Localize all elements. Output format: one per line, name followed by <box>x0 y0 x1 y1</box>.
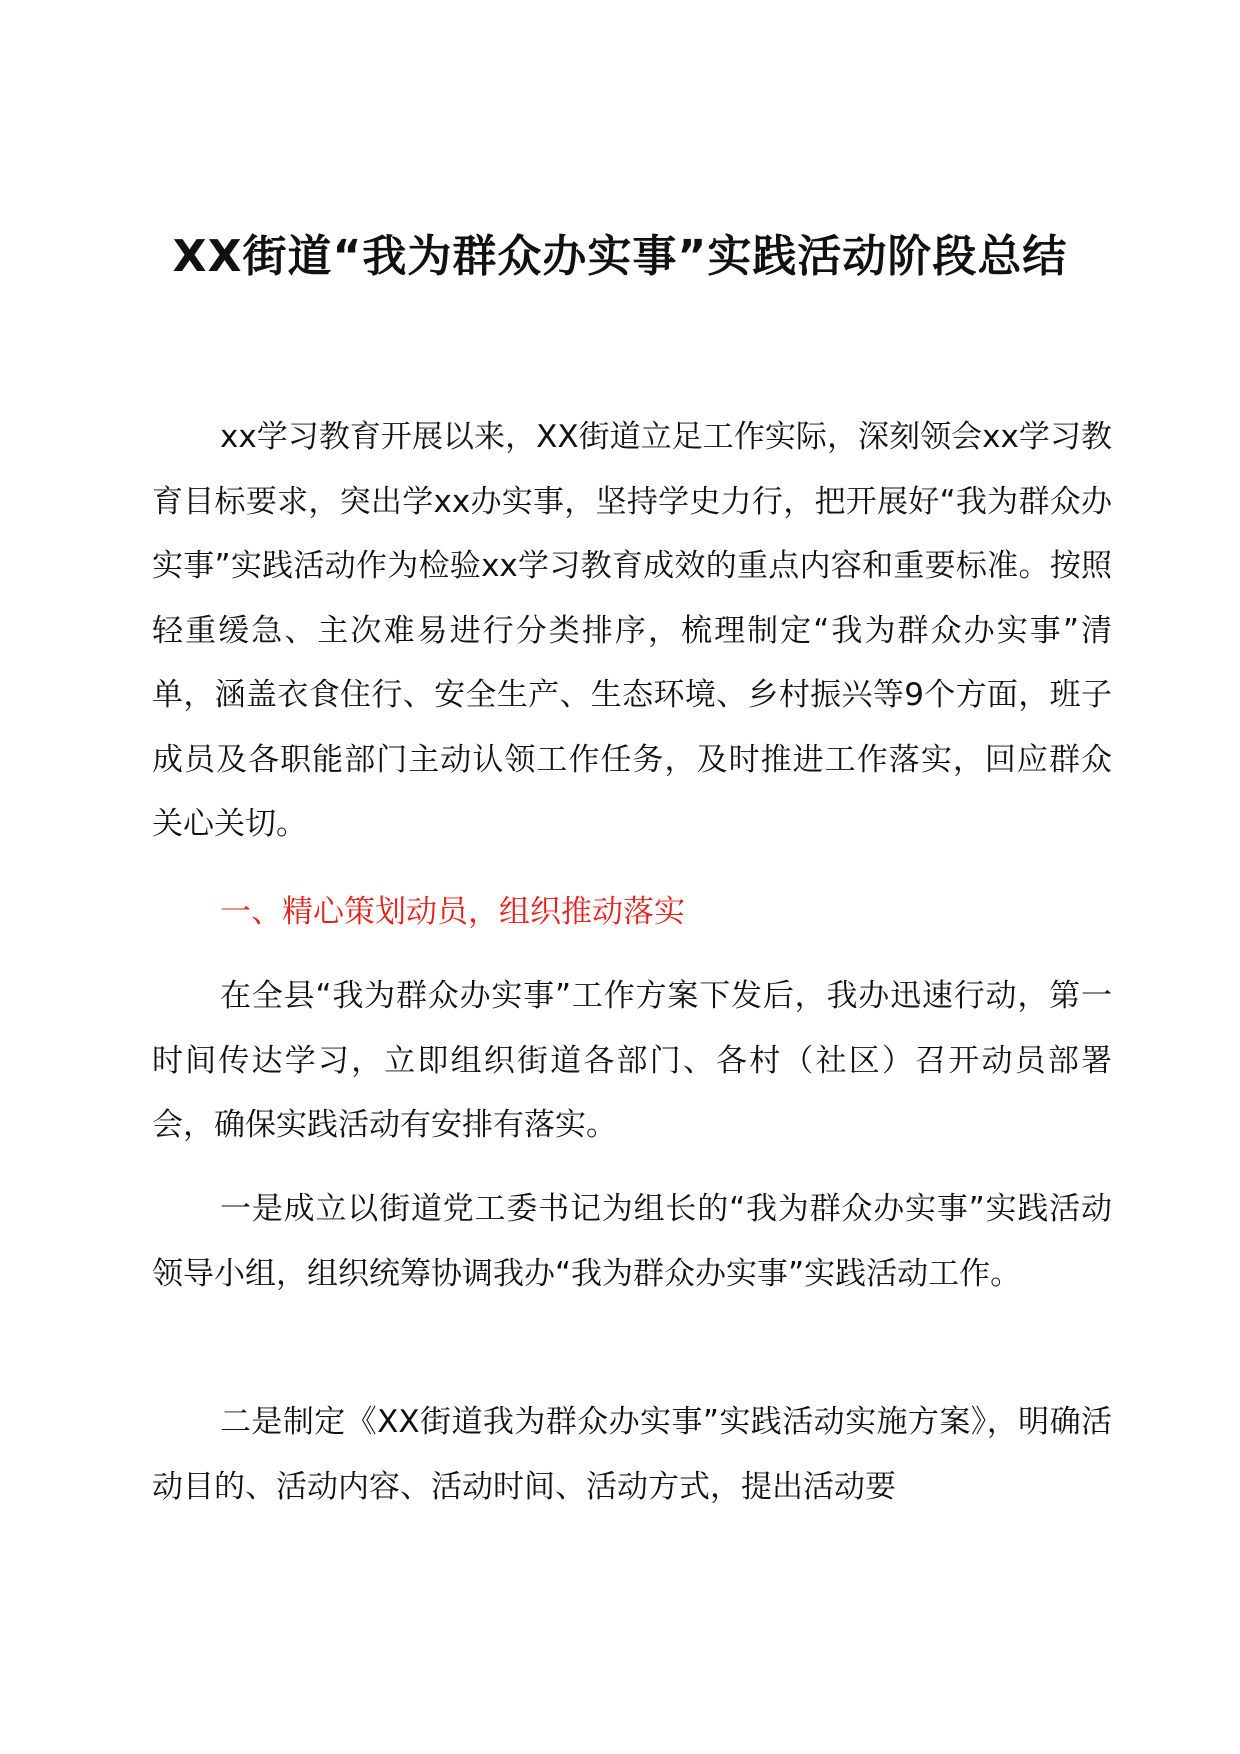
intro-paragraph: xx学习教育开展以来，XX街道立足工作实际，深刻领会xx学习教育目标要求，突出学xx办实事，坚持学史力行，把开展好“我为群众办实事”实践活动作为检验xx学习教育成效的重点内容和重要标准。按照轻重缓急、主次难易进行分类排序，梳理制定“我为群众办实事”清单，涵盖衣食住行、安全生产、生态环境、乡村振兴等9个方面，班子成员及各职能部门主动认领工作任务，及时推进工作落实，回应群众关心关切。 <box>152 419 1112 842</box>
section-paragraph: 二是制定《XX街道我为群众办实事”实践活动实施方案》，明确活动目的、活动内容、活动时间、活动方式，提出活动要 <box>152 1404 1112 1505</box>
document-title: XX街道“我为群众办实事”实践活动阶段总结 <box>172 231 1068 282</box>
section-paragraph: 在全县“我为群众办实事”工作方案下发后，我办迅速行动，第一时间传达学习，立即组织街道各部门、各村（社区）召开动员部署会，确保实践活动有安排有落实。 <box>152 978 1112 1143</box>
section-heading: 一、精心策划动员，组织推动落实 <box>220 894 685 930</box>
section-paragraph: 一是成立以街道党工委书记为组长的“我为群众办实事”实践活动领导小组，组织统筹协调我办“我为群众办实事”实践活动工作。 <box>152 1191 1112 1292</box>
